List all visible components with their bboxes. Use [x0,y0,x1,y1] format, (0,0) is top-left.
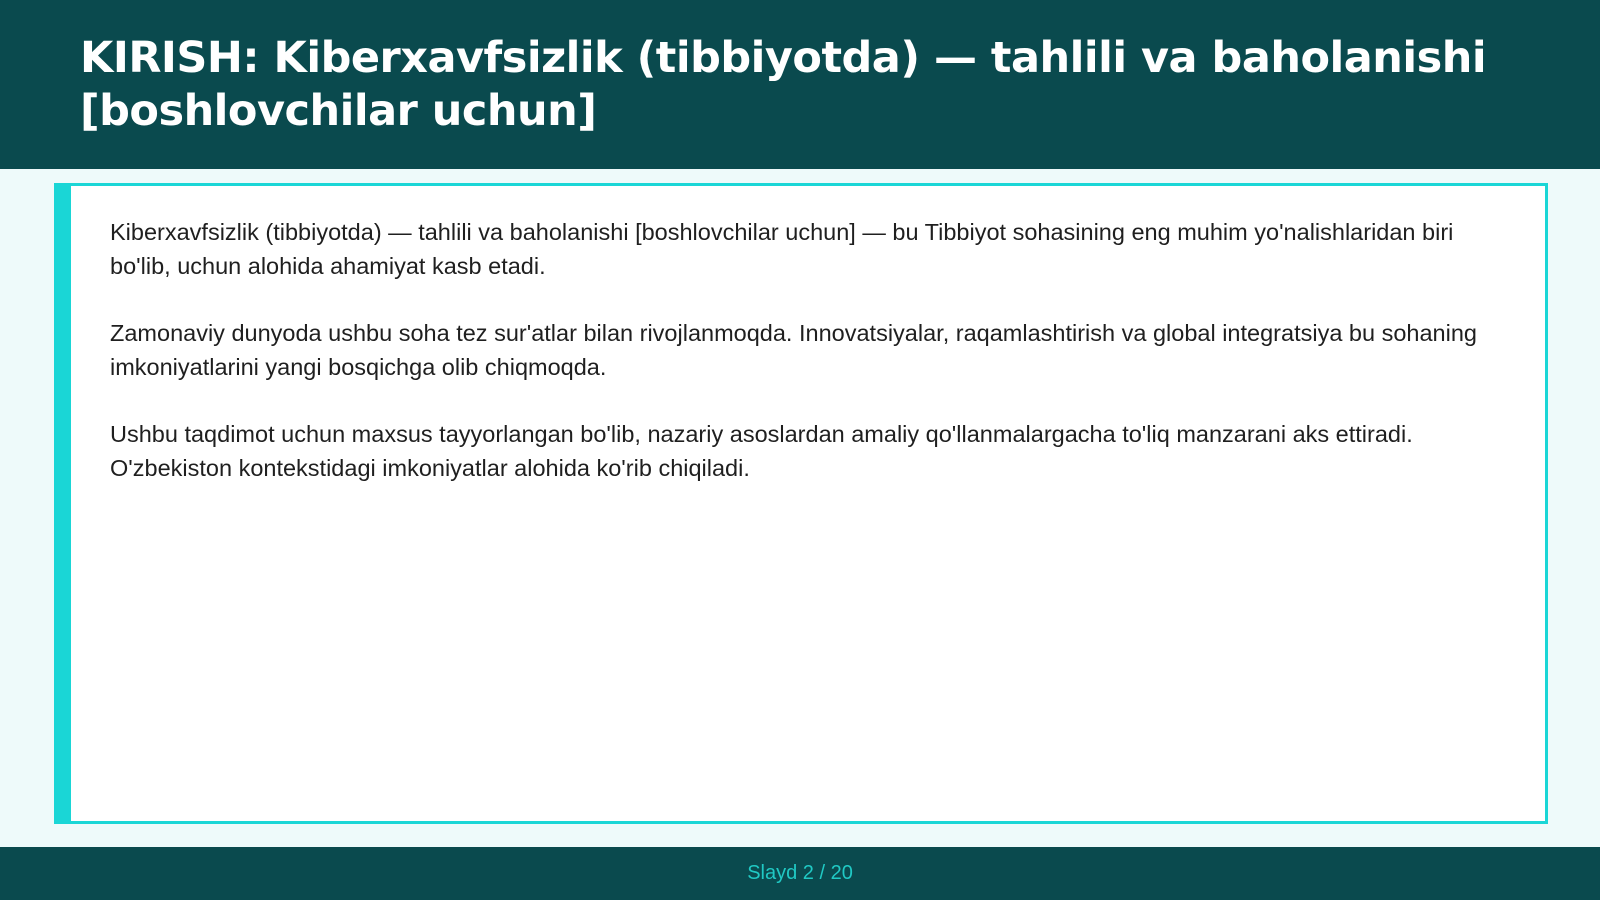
intro-paragraph-2: Zamonaviy dunyoda ushbu soha tez sur'atlar bilan rivojlanmoqda. Innovatsiyalar, raqamlashtirish va global integratsiya bu sohaning imkoniyatlarini yangi bosqichga olib chiqmoqda. [110,320,1477,380]
intro-paragraph-3: Ushbu taqdimot uchun maxsus tayyorlangan bo'lib, nazariy asoslardan amaliy qo'llanmalargacha to'liq manzarani aks ettiradi. O'zbekiston kontekstidagi imkoniyatlar alohida ko'rib chiqiladi. [110,421,1413,481]
slide-footer [0,847,1600,900]
slide-header [0,0,1600,169]
content-card [54,183,1548,824]
slide-title: KIRISH: Kiberxavfsizlik (tibbiyotda) — tahlili va baholanishi [boshlovchilar uchun] [80,33,1487,136]
slide-number: Slayd 2 / 20 [747,862,853,884]
intro-paragraph-1: Kiberxavfsizlik (tibbiyotda) — tahlili va baholanishi [boshlovchilar uchun] — bu Tibbiyot sohasining eng muhim yo'nalishlaridan biri bo'lib, uchun alohida ahamiyat kasb etadi. [110,219,1454,279]
